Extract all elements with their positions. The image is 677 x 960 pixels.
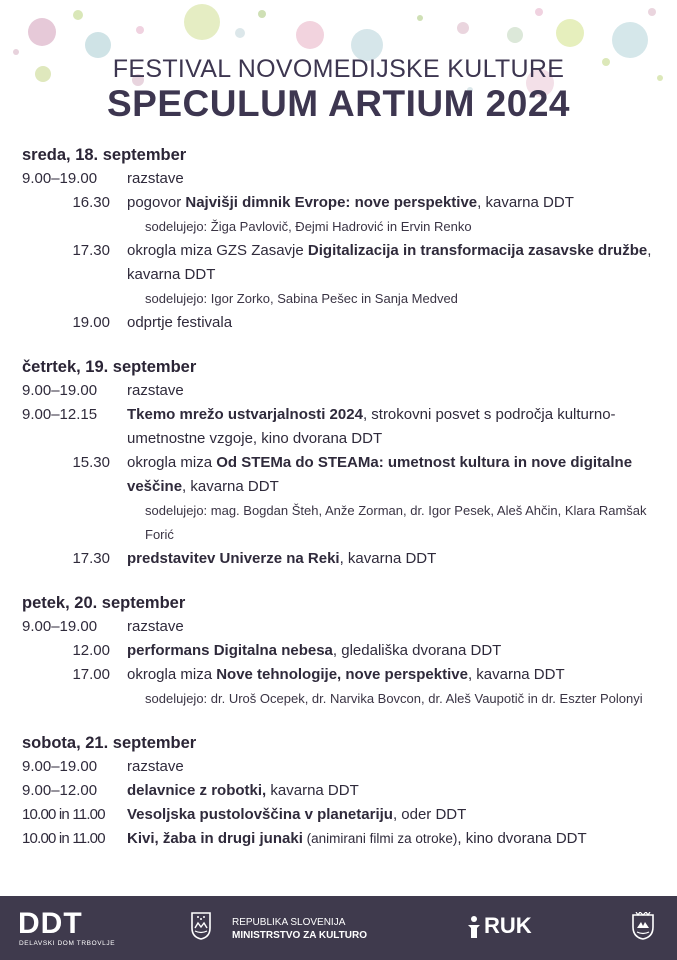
schedule-row	[22, 191, 667, 215]
event-title: performans Digitalna nebesa	[127, 642, 333, 659]
event-plain-text: razstave	[127, 170, 184, 187]
event-prefix: okrogla miza	[127, 454, 217, 471]
event-description	[127, 663, 667, 687]
schedule-row	[22, 803, 667, 827]
schedule-row	[22, 403, 667, 451]
event-time: 17.30	[72, 550, 110, 567]
event-description	[127, 779, 667, 803]
event-time: 9.00–19.00	[22, 758, 98, 775]
schedule-row	[22, 779, 667, 803]
event-note-inline: (animirani filmi za otroke)	[302, 831, 458, 846]
event-description	[127, 379, 667, 403]
event-prefix: pogovor	[127, 194, 186, 211]
festival-subtitle: FESTIVAL NOVOMEDIJSKE KULTURE	[112, 55, 565, 83]
event-description	[127, 803, 667, 827]
ddt-logo: DDT	[18, 907, 83, 940]
day-heading: četrtek, 19. september	[22, 358, 197, 376]
page-header	[0, 54, 677, 124]
event-description	[127, 755, 667, 779]
event-title: Najvišji dimnik Evrope: nove perspektive	[185, 194, 478, 211]
participants-note: sodelujejo: mag. Bogdan Šteh, Anže Zorman, dr. Igor Pesek, Aleš Ahčin, Klara Ramšak Forić	[145, 503, 647, 542]
event-title: predstavitev Univerze na Reki	[127, 550, 340, 567]
event-time: 17.00	[72, 666, 110, 683]
participants-note: sodelujejo: Žiga Pavlovič, Đejmi Hadrović in Ervin Renko	[145, 219, 472, 234]
event-location: , kavarna DDT	[339, 550, 437, 567]
participants-note: sodelujejo: Igor Zorko, Sabina Pešec in Sanja Medved	[145, 291, 458, 306]
event-location: , kavarna DDT	[127, 242, 652, 283]
municipal-crest-icon	[632, 912, 654, 940]
ministry-logo	[232, 916, 367, 942]
event-time: 9.00–19.00	[22, 170, 98, 187]
event-time: 17.30	[72, 242, 110, 259]
event-title: delavnice z robotki,	[127, 782, 267, 799]
festival-title: SPECULUM ARTIUM 2024	[107, 83, 570, 124]
event-time: 9.00–19.00	[22, 382, 98, 399]
schedule-row	[22, 663, 667, 687]
event-time: 10.00 in 11.00	[22, 830, 105, 847]
event-plain-text: odprtje festivala	[127, 314, 233, 331]
event-time: 16.30	[72, 194, 110, 211]
sponsor-footer	[0, 896, 677, 960]
schedule-row	[22, 167, 667, 191]
event-time: 9.00–19.00	[22, 618, 98, 635]
schedule-row	[22, 379, 667, 403]
event-plain-text: razstave	[127, 618, 184, 635]
day-heading: sobota, 21. september	[22, 734, 197, 752]
event-description	[127, 403, 667, 451]
event-description	[127, 547, 667, 571]
day-heading: sreda, 18. september	[22, 146, 187, 164]
schedule-row	[22, 451, 667, 499]
event-location: , gledališka dvorana DDT	[332, 642, 502, 659]
event-time: 10.00 in 11.00	[22, 806, 105, 823]
ruk-logo: RUK	[484, 913, 532, 938]
event-location: , kino dvorana DDT	[457, 830, 587, 847]
event-description	[127, 451, 667, 499]
ruk-figure-icon	[466, 915, 482, 939]
schedule-row	[22, 239, 667, 287]
event-title: Kivi, žaba in drugi junaki	[127, 830, 303, 847]
ministry-line-2: MINISTRSTVO ZA KULTURO	[232, 930, 367, 941]
day-section	[22, 355, 667, 571]
event-location: , oder DDT	[392, 806, 467, 823]
event-description	[127, 191, 667, 215]
event-location: , kavarna DDT	[467, 666, 565, 683]
event-location: , kavarna DDT	[477, 194, 574, 211]
ministry-line-1: REPUBLIKA SLOVENIJA	[232, 917, 346, 928]
day-heading: petek, 20. september	[22, 594, 186, 612]
program-schedule	[22, 143, 667, 871]
event-time: 12.00	[72, 642, 110, 659]
event-location: , strokovni posvet s področja kulturno-umetnostne vzgoje, kino dvorana DDT	[127, 406, 616, 447]
event-time: 15.30	[72, 454, 110, 471]
event-title: Tkemo mrežo ustvarjalnosti 2024	[127, 406, 363, 423]
day-section	[22, 143, 667, 335]
event-title: Digitalizacija in transformacija zasavske družbe	[307, 242, 648, 259]
schedule-row	[22, 827, 667, 851]
event-description	[127, 827, 667, 851]
event-title: Vesoljska pustolovščina v planetariju	[127, 806, 393, 823]
event-title: Nove tehnologije, nove perspektive	[216, 666, 468, 683]
event-plain-text: razstave	[127, 382, 184, 399]
ddt-logo-subtitle: DELAVSKI DOM TRBOVLJE	[19, 940, 116, 947]
event-prefix: okrogla miza	[127, 666, 217, 683]
day-section	[22, 731, 667, 851]
event-description	[127, 615, 667, 639]
event-time: 9.00–12.15	[22, 406, 98, 423]
event-location: , kavarna DDT	[182, 478, 279, 495]
participants-note: sodelujejo: dr. Uroš Ocepek, dr. Narvika Bovcon, dr. Aleš Vaupotič in dr. Eszter Polonyi	[145, 691, 643, 706]
schedule-row	[22, 547, 667, 571]
schedule-row	[22, 755, 667, 779]
event-description	[127, 239, 667, 287]
schedule-row	[22, 615, 667, 639]
schedule-row	[22, 639, 667, 663]
day-section	[22, 591, 667, 711]
event-description	[127, 167, 667, 191]
event-prefix: okrogla miza GZS Zasavje	[127, 242, 308, 259]
event-location: kavarna DDT	[266, 782, 359, 799]
event-title: Od STEMa do STEAMa: umetnost kultura in nove digitalne veščine	[127, 454, 633, 495]
slovenia-crest-icon	[191, 912, 211, 940]
event-description	[127, 639, 667, 663]
event-time: 19.00	[72, 314, 110, 331]
schedule-row	[22, 311, 667, 335]
event-time: 9.00–12.00	[22, 782, 98, 799]
event-plain-text: razstave	[127, 758, 184, 775]
event-description	[127, 311, 667, 335]
